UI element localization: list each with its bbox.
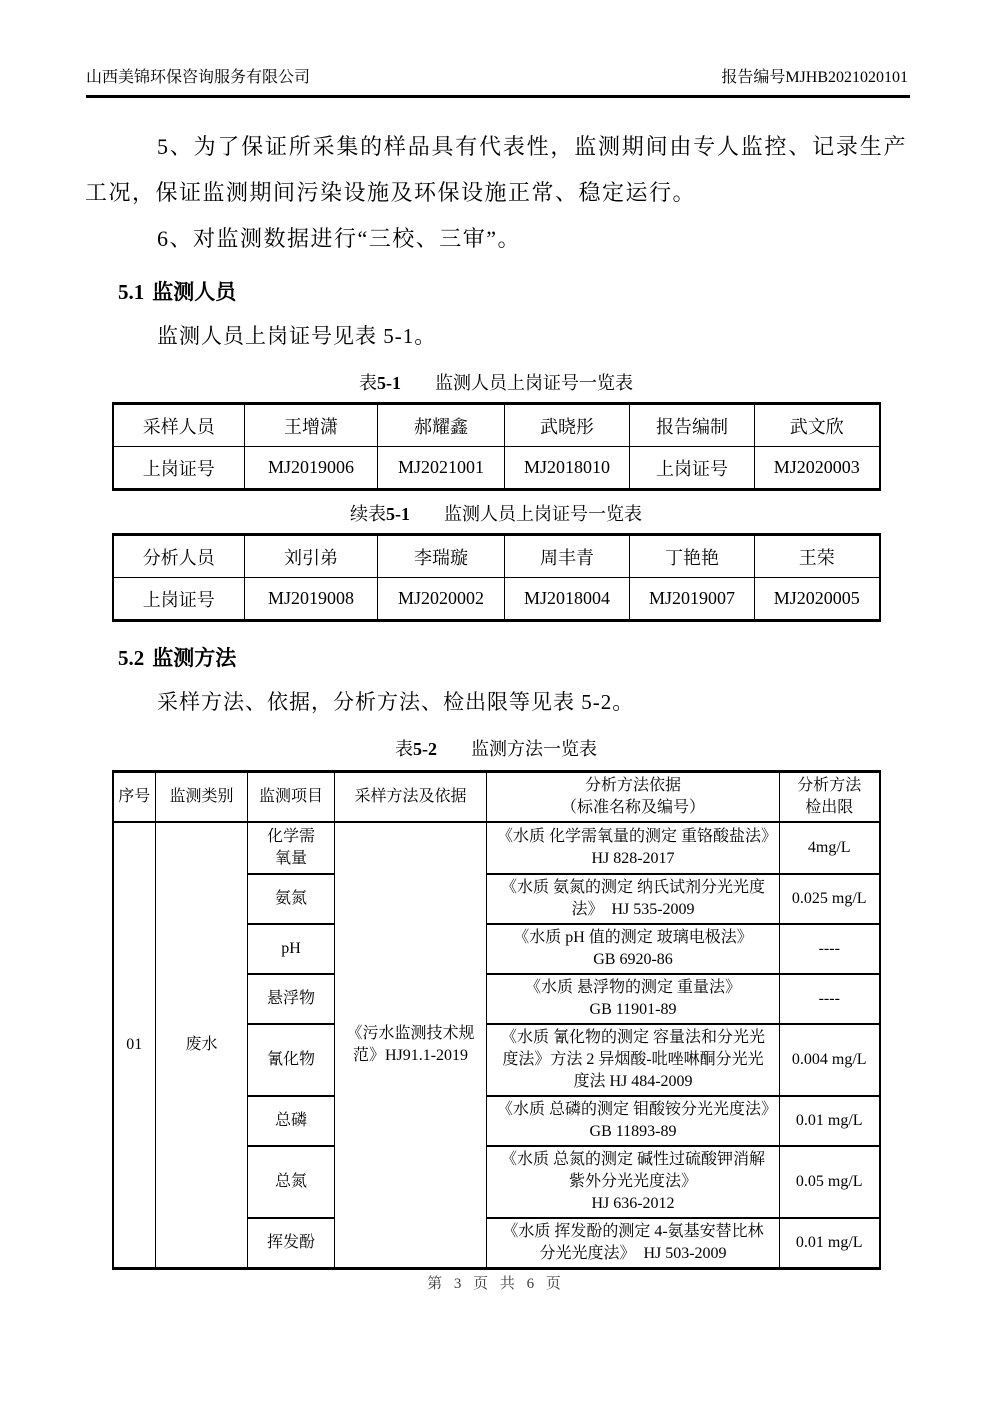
cell-person-name: 郝耀鑫 — [378, 404, 505, 447]
cell-analysis-method: 《水质 pH 值的测定 玻璃电极法》 GB 6920-86 — [487, 924, 780, 974]
cell-person-name: 武文欣 — [755, 404, 880, 447]
table-row — [113, 822, 880, 874]
cell-item: 悬浮物 — [248, 974, 335, 1024]
cell-analysis-method: 《水质 氰化物的测定 容量法和分光光度法》方法 2 异烟酸-吡唑啉酮分光光度法 HJ 484-2009 — [487, 1024, 780, 1096]
cell-item: 总氮 — [248, 1146, 335, 1218]
cell-item: pH — [248, 924, 335, 974]
table-row — [113, 578, 880, 621]
cell-sampling-method: 《污水监测技术规范》HJ91.1-2019 — [335, 822, 487, 1269]
section-heading-5-2 — [118, 638, 907, 678]
table-row — [113, 447, 880, 490]
page-number: 第 3 页 共 6 页 — [427, 1276, 565, 1292]
section-title: 监测方法 — [152, 646, 237, 670]
cell-cert-number: MJ2020005 — [755, 578, 880, 621]
cell-detection-limit: 4mg/L — [780, 822, 880, 874]
cell-detection-limit: 0.004 mg/L — [780, 1024, 880, 1096]
cell-person-name: 王增潇 — [245, 404, 378, 447]
caption-prefix: 表 — [359, 373, 377, 393]
cell-analysis-method: 《水质 总磷的测定 钼酸铵分光光度法》GB 11893-89 — [487, 1096, 780, 1146]
caption-text: 监测方法一览表 — [471, 739, 597, 759]
paragraph-6: 6、对监测数据进行“三校、三审”。 — [157, 226, 522, 251]
cell-analysis-method: 《水质 氨氮的测定 纳氏试剂分光光度法》 HJ 535-2009 — [487, 874, 780, 924]
cell-cert-number: MJ2019007 — [630, 578, 755, 621]
cell-item: 挥发酚 — [248, 1218, 335, 1269]
cell-cert-number: MJ2018010 — [505, 447, 630, 490]
cell-detection-limit: ---- — [780, 924, 880, 974]
header-limit: 分析方法 检出限 — [780, 772, 880, 823]
cell-analysis-method: 《水质 化学需氧量的测定 重铬酸盐法》HJ 828-2017 — [487, 822, 780, 874]
table-row — [113, 535, 880, 578]
cell-item: 氨氮 — [248, 874, 335, 924]
header-item: 监测项目 — [248, 772, 335, 823]
cell-person-name: 武晓彤 — [505, 404, 630, 447]
cell-detection-limit: ---- — [780, 974, 880, 1024]
paragraph-5: 5、为了保证所采集的样品具有代表性，监测期间由专人监控、记录生产工况，保证监测期间污染设施及环保设施正常、稳定运行。 — [85, 134, 907, 205]
cell-person-name: 刘引弟 — [245, 535, 378, 578]
header-category: 监测类别 — [156, 772, 248, 823]
cell-seq-no: 01 — [113, 822, 156, 1269]
cell-person-name: 李瑞璇 — [378, 535, 505, 578]
table-5-1-caption — [0, 368, 992, 398]
cell-detection-limit: 0.05 mg/L — [780, 1146, 880, 1218]
table-5-2-intro: 采样方法、依据，分析方法、检出限等见表 5-2。 — [157, 690, 635, 714]
cell-item: 总磷 — [248, 1096, 335, 1146]
company-name: 山西美锦环保咨询服务有限公司 — [86, 69, 311, 86]
header-divider — [86, 95, 910, 98]
cell-analysis-method: 《水质 悬浮物的测定 重量法》 GB 11901-89 — [487, 974, 780, 1024]
cell-analysis-method: 《水质 挥发酚的测定 4-氨基安替比林分光光度法》 HJ 503-2009 — [487, 1218, 780, 1269]
table-5-2-caption — [0, 734, 992, 764]
cell-role-label: 采样人员 — [113, 404, 245, 447]
cell-analysis-method: 《水质 总氮的测定 碱性过硫酸钾消解紫外分光光度法》 HJ 636-2012 — [487, 1146, 780, 1218]
section-heading-5-1 — [118, 272, 907, 312]
caption-number: 5-1 — [386, 504, 410, 524]
table-5-1-continued-caption — [0, 499, 992, 529]
cell-item: 氰化物 — [248, 1024, 335, 1096]
monitoring-methods-table — [112, 770, 881, 1270]
table-row — [113, 404, 880, 447]
caption-number: 5-2 — [413, 739, 437, 759]
header-seq: 序号 — [113, 772, 156, 823]
cell-role-label: 分析人员 — [113, 535, 245, 578]
table-header-row — [113, 772, 880, 823]
cell-category: 废水 — [156, 822, 248, 1269]
cell-role-label: 报告编制 — [630, 404, 755, 447]
personnel-table-sampling — [112, 402, 881, 491]
table-5-1-intro: 监测人员上岗证号见表 5-1。 — [157, 324, 437, 348]
cell-cert-label: 上岗证号 — [113, 578, 245, 621]
section-title: 监测人员 — [152, 280, 237, 304]
cell-detection-limit: 0.01 mg/L — [780, 1096, 880, 1146]
section-number: 5.2 — [118, 646, 145, 670]
caption-number: 5-1 — [377, 373, 401, 393]
header-analysis: 分析方法依据 （标准名称及编号） — [487, 772, 780, 823]
cell-cert-number: MJ2019008 — [245, 578, 378, 621]
cell-cert-number: MJ2021001 — [378, 447, 505, 490]
cell-person-name: 丁艳艳 — [630, 535, 755, 578]
page-header — [0, 0, 992, 95]
caption-text: 监测人员上岗证号一览表 — [435, 373, 633, 393]
caption-prefix: 表 — [395, 739, 413, 759]
caption-text: 监测人员上岗证号一览表 — [444, 504, 642, 524]
report-number: 报告编号MJHB2021020101 — [721, 69, 908, 86]
cell-person-name: 周丰青 — [505, 535, 630, 578]
cell-cert-number: MJ2019006 — [245, 447, 378, 490]
caption-prefix: 续表 — [350, 504, 386, 524]
header-sampling: 采样方法及依据 — [335, 772, 487, 823]
section-number: 5.1 — [118, 280, 145, 304]
cell-person-name: 王荣 — [755, 535, 880, 578]
cell-cert-label: 上岗证号 — [630, 447, 755, 490]
cell-item: 化学需 氧量 — [248, 822, 335, 874]
cell-cert-label: 上岗证号 — [113, 447, 245, 490]
personnel-table-analysis — [112, 533, 881, 622]
cell-cert-number: MJ2020003 — [755, 447, 880, 490]
cell-detection-limit: 0.025 mg/L — [780, 874, 880, 924]
cell-cert-number: MJ2020002 — [378, 578, 505, 621]
cell-cert-number: MJ2018004 — [505, 578, 630, 621]
cell-detection-limit: 0.01 mg/L — [780, 1218, 880, 1269]
